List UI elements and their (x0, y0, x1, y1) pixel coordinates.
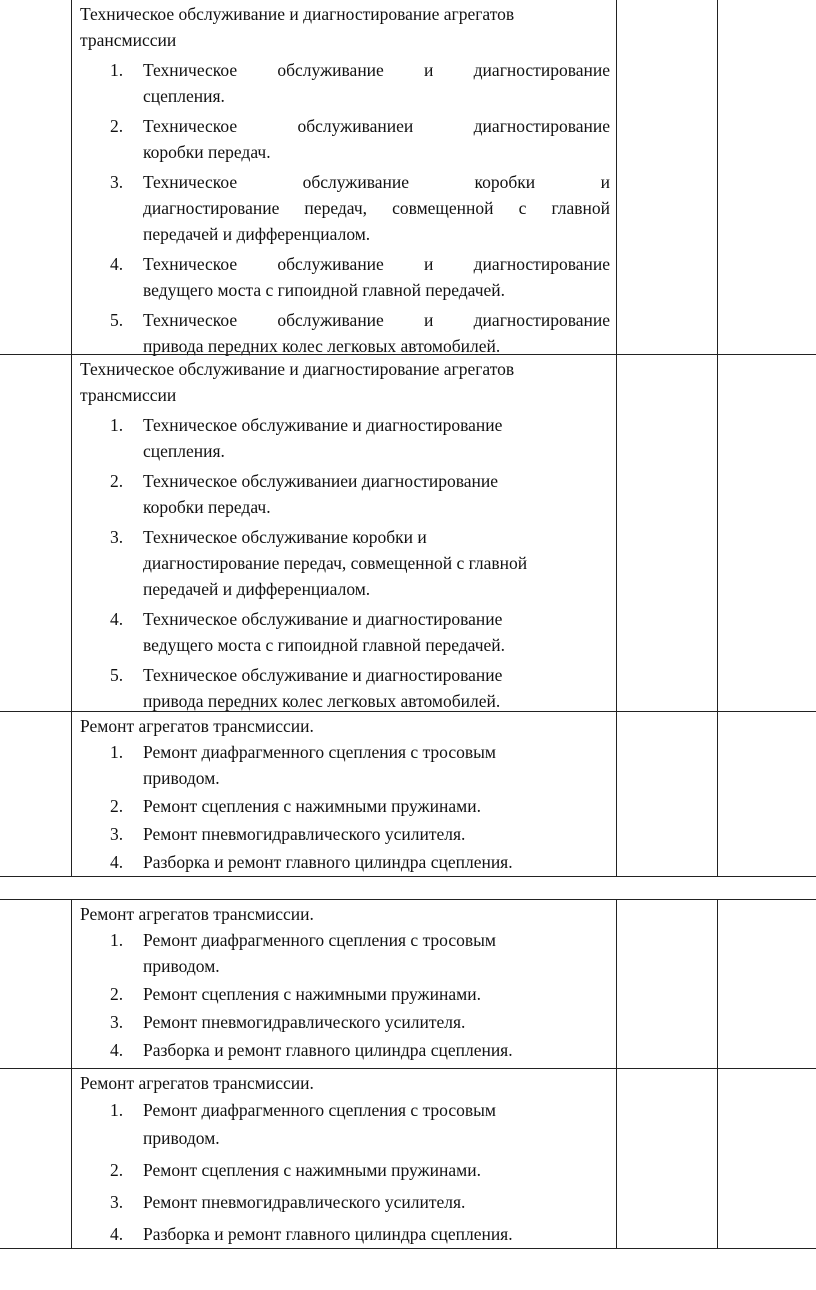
row-title: Ремонт агрегатов трансмиссии. (80, 904, 314, 924)
list-item: 4. Техническое обслуживание и диагностирование ведущего моста с гипоидной главной передачей. (110, 254, 610, 300)
numbered-list (80, 927, 610, 1063)
row-title: Техническое обслуживание и диагностирование агрегатов трансмиссии (80, 4, 515, 50)
numbered-list (80, 412, 610, 714)
list-item: 3. Техническое обслуживание коробки и диагностирование передач, совмещенной с главной передачей и дифференциалом. (110, 172, 610, 244)
list-item: 1. Ремонт диафрагменного сцепления с тросовым приводом. (110, 742, 496, 788)
row-title: Техническое обслуживание и диагностирование агрегатов трансмиссии (80, 359, 515, 405)
row-title: Ремонт агрегатов трансмиссии. (80, 1073, 314, 1093)
list-item: 4. Разборка и ремонт главного цилиндра сцепления. (110, 1224, 513, 1244)
list-item: 5. Техническое обслуживание и диагностирование привода передних колес легковых автомобилей. (110, 665, 503, 711)
table-row (0, 1068, 816, 1249)
numbered-list (80, 739, 610, 875)
list-item: 4. Разборка и ремонт главного цилиндра сцепления. (110, 1040, 513, 1060)
list-item: 3. Техническое обслуживание коробки и диагностирование передач, совмещенной с главной передачей и дифференциалом. (110, 527, 528, 599)
list-item: 2. Ремонт сцепления с нажимными пружинами. (110, 1160, 481, 1180)
numbered-list (80, 57, 610, 359)
table-row (0, 711, 816, 877)
list-item: 2. Техническое обслуживаниеи диагностирование коробки передач. (110, 471, 499, 517)
list-item: 1. Ремонт диафрагменного сцепления с тросовым приводом. (110, 1100, 496, 1148)
row-content (80, 1, 610, 359)
list-item: 5. Техническое обслуживание и диагностирование привода передних колес легковых автомобилей. (110, 310, 610, 356)
table-row (0, 899, 816, 1068)
numbered-list (80, 1096, 610, 1248)
row-content (80, 901, 610, 1063)
list-item: 4. Техническое обслуживание и диагностирование ведущего моста с гипоидной главной передачей. (110, 609, 506, 655)
list-item: 2. Ремонт сцепления с нажимными пружинами. (110, 796, 481, 816)
list-item: 3. Ремонт пневмогидравлического усилителя. (110, 824, 466, 844)
table-row (0, 354, 816, 711)
row-title: Ремонт агрегатов трансмиссии. (80, 716, 314, 736)
list-item: 3. Ремонт пневмогидравлического усилителя. (110, 1012, 466, 1032)
table-row (0, 0, 816, 354)
row-content (80, 713, 610, 875)
row-content (80, 1070, 610, 1248)
list-item: 4. Разборка и ремонт главного цилиндра сцепления. (110, 852, 513, 872)
row-content (80, 356, 610, 714)
list-item: 1. Техническое обслуживание и диагностирование сцепления. (110, 415, 503, 461)
list-item: 3. Ремонт пневмогидравлического усилителя. (110, 1192, 466, 1212)
list-item: 1. Ремонт диафрагменного сцепления с тросовым приводом. (110, 930, 496, 976)
table-page-2 (0, 899, 816, 1249)
list-item: 1. Техническое обслуживание и диагностирование сцепления. (110, 60, 610, 106)
list-item: 2. Техническое обслуживаниеи диагностирование коробки передач. (110, 116, 610, 162)
list-item: 2. Ремонт сцепления с нажимными пружинами. (110, 984, 481, 1004)
